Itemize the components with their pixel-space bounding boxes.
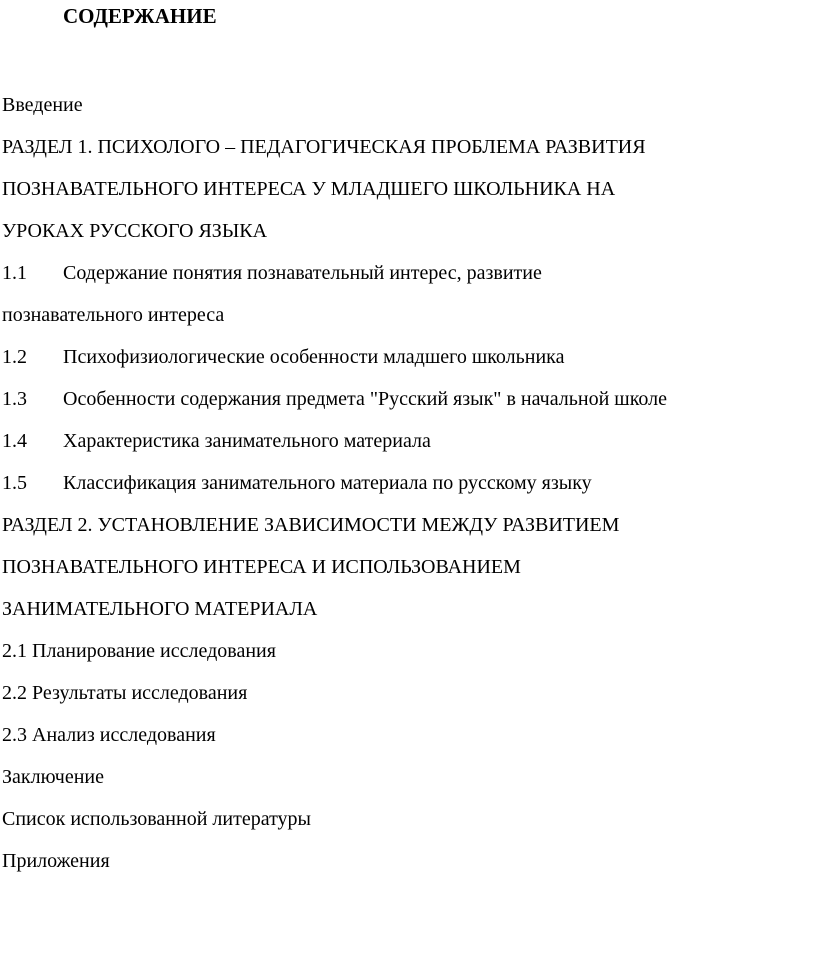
toc-line-2-3 [2,714,814,756]
toc-text: ЗАНИМАТЕЛЬНОГО МАТЕРИАЛА [2,598,318,620]
toc-text: РАЗДЕЛ 2. УСТАНОВЛЕНИЕ ЗАВИСИМОСТИ МЕЖДУ РАЗВИТИЕМ [2,514,620,536]
toc-number: 1.2 [2,346,27,368]
toc-line-1-1-continued [2,294,814,336]
toc-number: 1.4 [2,430,27,452]
toc-number: 1.1 [2,262,27,284]
toc-line-section-2-part-3 [2,588,814,630]
toc-line-section-2-part-2 [2,546,814,588]
toc-line-1-4 [2,420,814,462]
toc-line-conclusion [2,756,814,798]
toc-number: 1.5 [2,472,27,494]
toc-line-1-1 [2,252,814,294]
toc-text: ПОЗНАВАТЕЛЬНОГО ИНТЕРЕСА И ИСПОЛЬЗОВАНИЕМ [2,556,521,578]
toc-text: Классификация занимательного материала по русскому языку [63,472,592,494]
toc-line-1-2 [2,336,814,378]
toc-text: Приложения [2,850,110,872]
toc-line-section-2-part-1 [2,504,814,546]
toc-line-intro [2,84,814,126]
toc-line-appendices [2,840,814,882]
toc-text: Заключение [2,766,104,788]
toc-title: СОДЕРЖАНИЕ [63,4,217,28]
toc-text: Характеристика занимательного материала [63,430,431,452]
toc-line-references [2,798,814,840]
table-of-contents [2,84,814,882]
toc-text: ПОЗНАВАТЕЛЬНОГО ИНТЕРЕСА У МЛАДШЕГО ШКОЛЬНИКА НА [2,178,616,200]
toc-text: Содержание понятия познавательный интерес, развитие [63,262,542,284]
toc-text: 2.3 Анализ исследования [2,724,216,746]
toc-text: 2.1 Планирование исследования [2,640,276,662]
toc-text: Введение [2,94,83,116]
toc-line-1-3 [2,378,814,420]
toc-line-section-1-part-2 [2,168,814,210]
toc-text: РАЗДЕЛ 1. ПСИХОЛОГО – ПЕДАГОГИЧЕСКАЯ ПРОБЛЕМА РАЗВИТИЯ [2,136,646,158]
toc-text: УРОКАХ РУССКОГО ЯЗЫКА [2,220,268,242]
toc-text: Список использованной литературы [2,808,311,830]
toc-text: 2.2 Результаты исследования [2,682,248,704]
toc-line-1-5 [2,462,814,504]
toc-line-2-2 [2,672,814,714]
toc-line-section-1-part-3 [2,210,814,252]
toc-number: 1.3 [2,388,27,410]
toc-text: познавательного интереса [2,304,225,326]
toc-line-section-1-part-1 [2,126,814,168]
toc-line-2-1 [2,630,814,672]
toc-text: Особенности содержания предмета "Русский язык" в начальной школе [63,388,667,410]
toc-text: Психофизиологические особенности младшего школьника [63,346,565,368]
